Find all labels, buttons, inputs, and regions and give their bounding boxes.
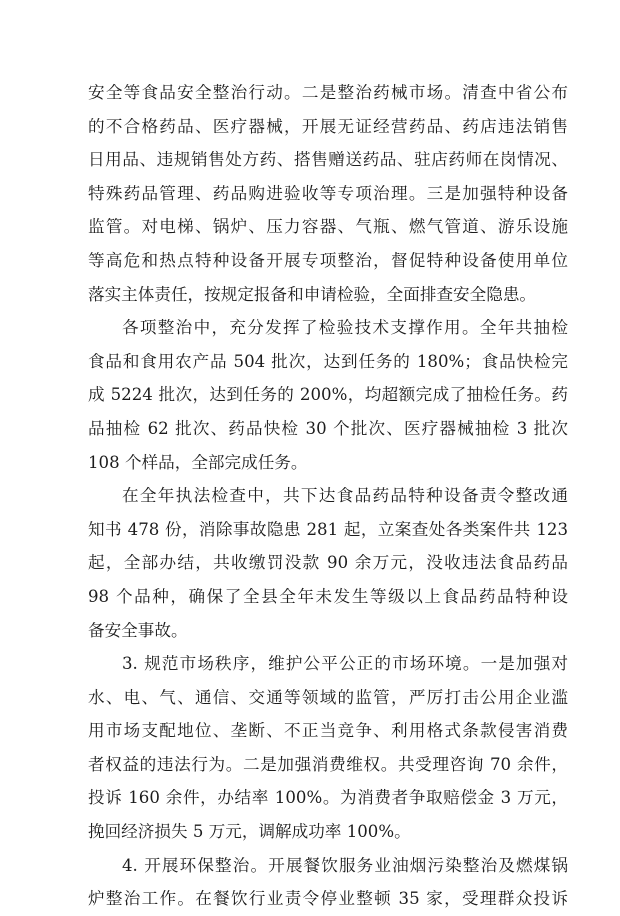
text-line: 知书 478 份，消除事故隐患 281 起，立案查处各类案件共 123 [88, 519, 568, 539]
text-line: 各项整治中，充分发挥了检验技术支撑作用。全年共抽检 [122, 318, 568, 338]
text-line: 108 个样品，全部完成任务。 [88, 452, 308, 472]
text-line: 特殊药品管理、药品购进验收等专项治理。三是加强特种设备 [88, 183, 568, 203]
text-line: 成 5224 批次，达到任务的 200%，均超额完成了抽检任务。药 [88, 385, 568, 405]
text-line: 98 个品种，确保了全县全年未发生等级以上食品药品特种设 [88, 586, 568, 606]
text-line: 炉整治工作。在餐饮行业责令停业整顿 35 家，受理群众投诉 [88, 889, 568, 909]
text-line: 投诉 160 余件，办结率 100%。为消费者争取赔偿金 3 万元， [88, 788, 568, 808]
text-line: 3. 规范市场秩序，维护公平公正的市场环境。一是加强对 [122, 654, 568, 674]
text-line: 4. 开展环保整治。开展餐饮服务业油烟污染整治及燃煤锅 [122, 855, 568, 875]
text-line: 安全等食品安全整治行动。二是整治药械市场。清查中省公布 [88, 83, 568, 102]
text-line: 者权益的违法行为。二是加强消费维权。共受理咨询 70 余件， [88, 754, 568, 774]
text-line: 挽回经济损失 5 万元，调解成功率 100%。 [88, 822, 411, 842]
text-line: 落实主体责任，按规定报备和申请检验，全面排查安全隐患。 [88, 284, 537, 304]
text-line: 监管。对电梯、锅炉、压力容器、气瓶、燃气管道、游乐设施 [88, 217, 568, 237]
text-line: 品抽检 62 批次、药品快检 30 个批次、医疗器械抽检 3 批次 [88, 418, 568, 438]
text-line: 用市场支配地位、垄断、不正当竞争、利用格式条款侵害消费 [88, 721, 568, 741]
text-line: 水、电、气、通信、交通等领域的监管，严厉打击公用企业滥 [88, 687, 568, 707]
body-text [88, 76, 568, 916]
text-line: 起，全部办结，共收缴罚没款 90 余万元，没收违法食品药品 [88, 553, 568, 573]
text-line: 的不合格药品、医疗器械，开展无证经营药品、药店违法销售 [88, 116, 568, 136]
text-line: 备安全事故。 [88, 620, 188, 640]
text-line: 等高危和热点特种设备开展专项整治，督促特种设备使用单位 [88, 250, 568, 270]
text-line: 日用品、违规销售处方药、搭售赠送药品、驻店药师在岗情况、 [88, 150, 568, 170]
text-line: 在全年执法检查中，共下达食品药品特种设备责令整改通 [122, 486, 568, 506]
text-line: 食品和食用农产品 504 批次，达到任务的 180%；食品快检完 [88, 351, 568, 371]
